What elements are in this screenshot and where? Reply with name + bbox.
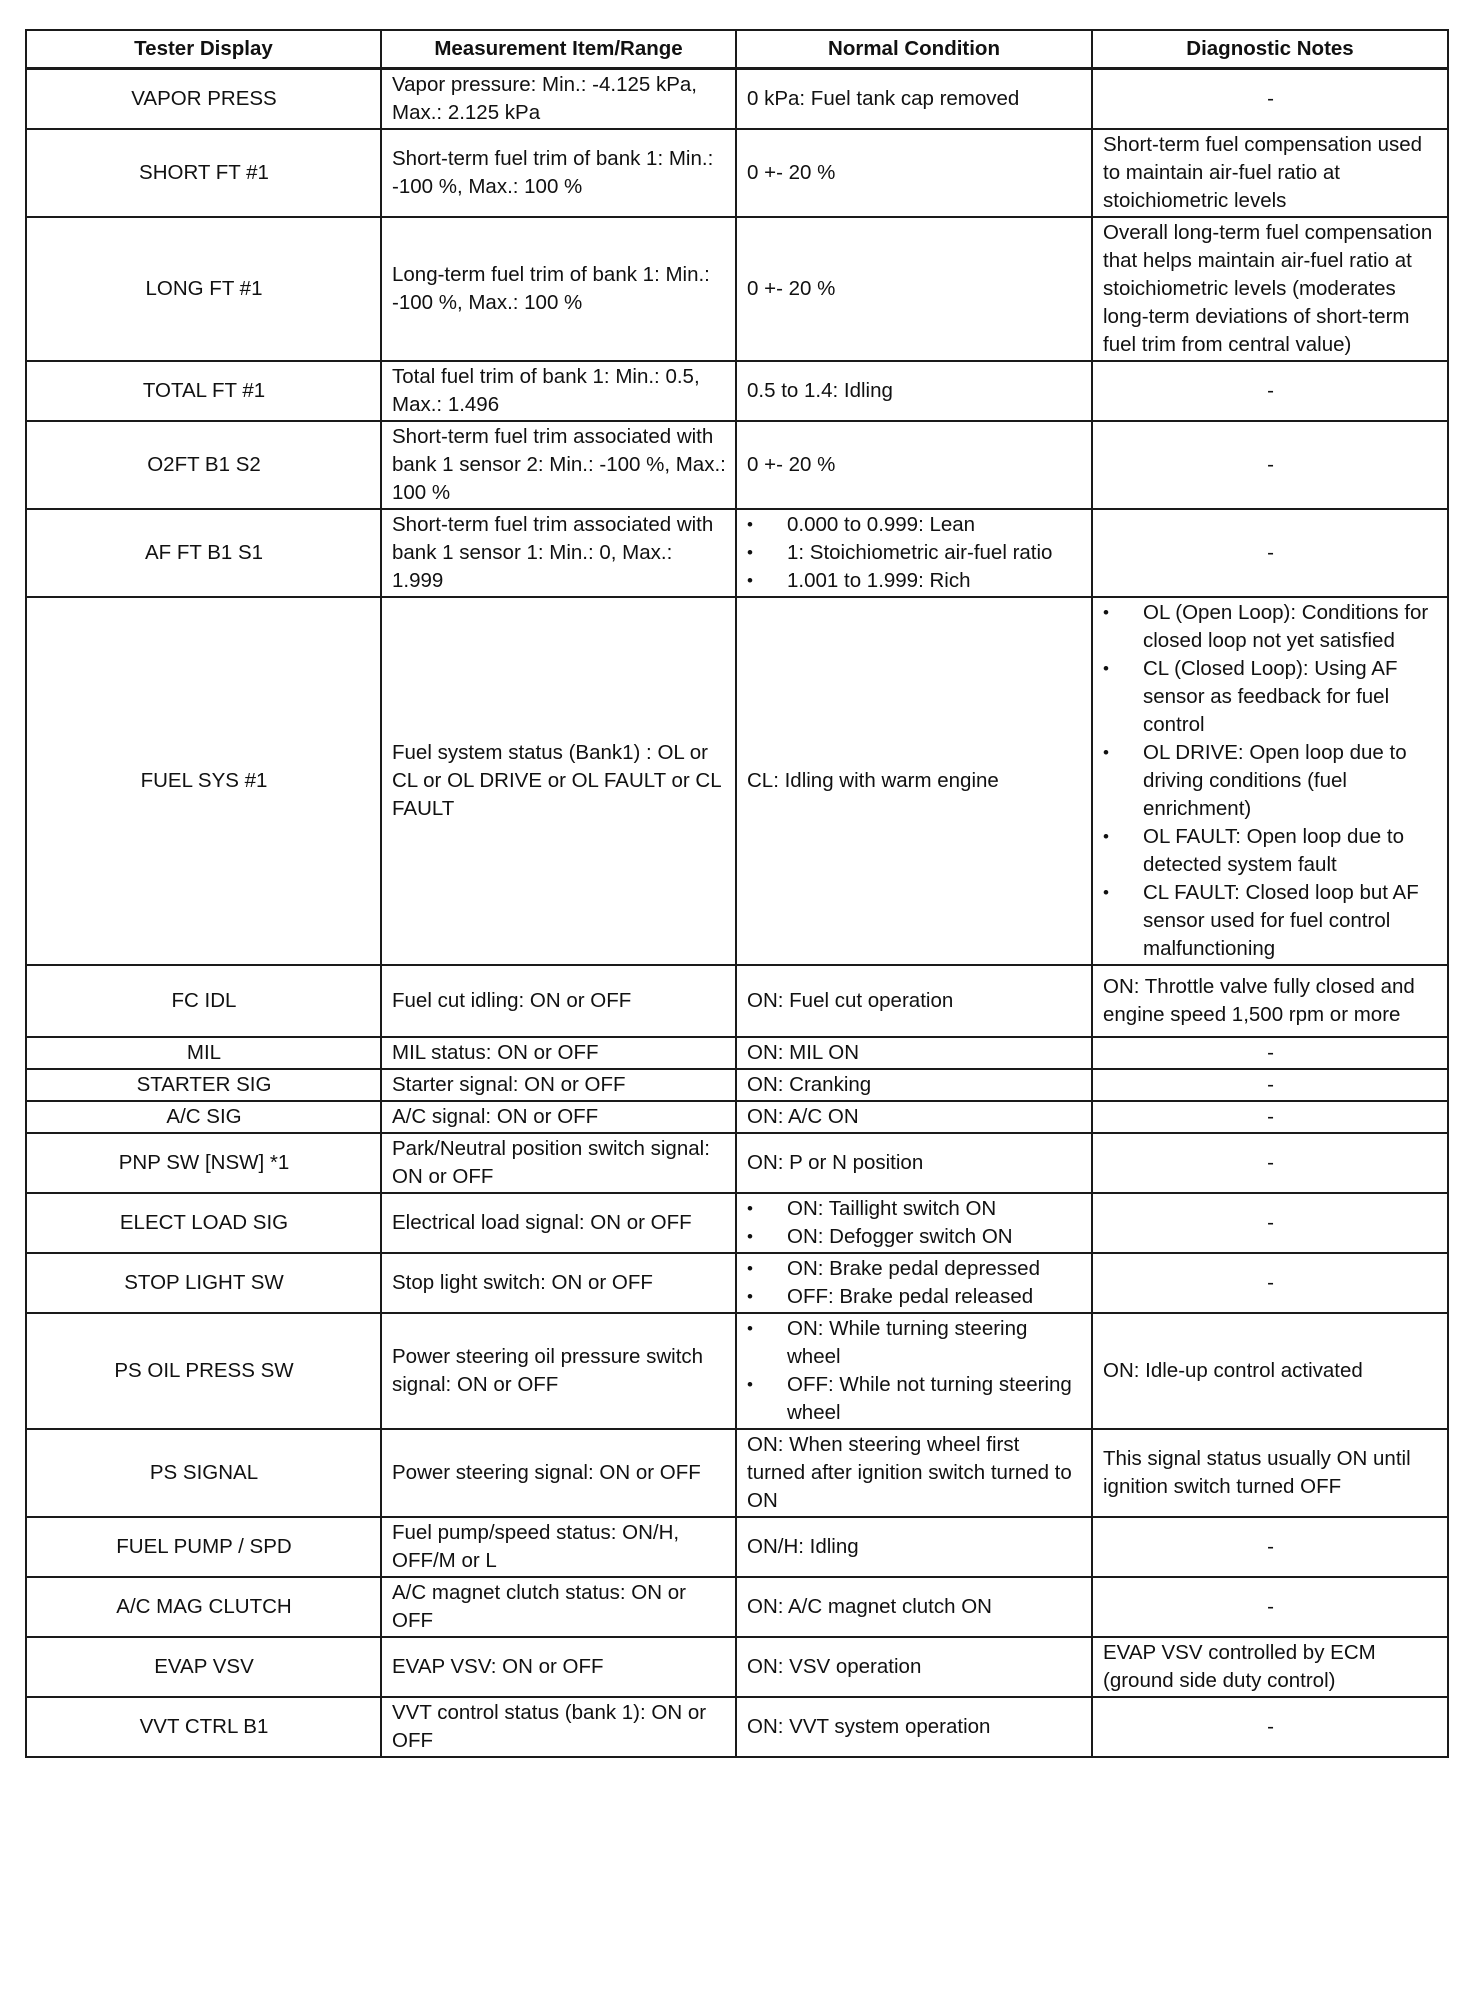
tester-display-cell: FC IDL	[26, 965, 381, 1037]
measurement-range-cell: A/C magnet clutch status: ON or OFF	[381, 1577, 736, 1637]
measurement-range-cell: Fuel pump/speed status: ON/H, OFF/M or L	[381, 1517, 736, 1577]
header-tester-display: Tester Display	[26, 30, 381, 69]
diagnostic-notes-cell: -	[1092, 1037, 1448, 1069]
diagnostic-notes-cell: -	[1092, 361, 1448, 421]
bullet-item: • OL (Open Loop): Conditions for closed loop not yet satisfied	[1103, 599, 1438, 655]
measurement-range-cell: Fuel cut idling: ON or OFF	[381, 965, 736, 1037]
table-row	[26, 1637, 1448, 1697]
normal-condition-cell-list	[747, 511, 1082, 595]
measurement-range-cell: Long-term fuel trim of bank 1: Min.: -100 %, Max.: 100 %	[381, 217, 736, 361]
table-row	[26, 965, 1448, 1037]
bullet-item: • ON: Taillight switch ON	[747, 1195, 1082, 1223]
diagnostic-notes-cell: -	[1092, 1101, 1448, 1133]
tester-display-cell: PS SIGNAL	[26, 1429, 381, 1517]
table-row	[26, 1253, 1448, 1313]
normal-condition-cell: 0 +- 20 %	[736, 421, 1092, 509]
tester-display-cell: EVAP VSV	[26, 1637, 381, 1697]
measurement-range-cell: Fuel system status (Bank1) : OL or CL or OL DRIVE or OL FAULT or CL FAULT	[381, 597, 736, 965]
normal-condition-cell: ON/H: Idling	[736, 1517, 1092, 1577]
diagnostic-notes-cell: EVAP VSV controlled by ECM (ground side duty control)	[1092, 1637, 1448, 1697]
table-body	[26, 69, 1448, 1758]
table-row	[26, 1037, 1448, 1069]
tester-display-cell: PS OIL PRESS SW	[26, 1313, 381, 1429]
table-header	[26, 30, 1448, 69]
tester-display-cell: MIL	[26, 1037, 381, 1069]
measurement-range-cell: Power steering oil pressure switch signal: ON or OFF	[381, 1313, 736, 1429]
tester-display-cell: FUEL PUMP / SPD	[26, 1517, 381, 1577]
bullet-item: • ON: While turning steering wheel	[747, 1315, 1082, 1371]
diagnostic-notes-cell: -	[1092, 1697, 1448, 1757]
normal-condition-cell	[736, 1313, 1092, 1429]
tester-display-cell: STOP LIGHT SW	[26, 1253, 381, 1313]
header-row	[26, 30, 1448, 69]
tester-display-cell: PNP SW [NSW] *1	[26, 1133, 381, 1193]
tester-display-cell: VVT CTRL B1	[26, 1697, 381, 1757]
table-row	[26, 1697, 1448, 1757]
table-row	[26, 1133, 1448, 1193]
diagnostic-notes-cell: -	[1092, 1193, 1448, 1253]
diagnostic-notes-cell: -	[1092, 1253, 1448, 1313]
table-row	[26, 69, 1448, 130]
tester-display-cell: ELECT LOAD SIG	[26, 1193, 381, 1253]
measurement-range-cell: A/C signal: ON or OFF	[381, 1101, 736, 1133]
normal-condition-cell	[736, 1253, 1092, 1313]
tester-display-cell: VAPOR PRESS	[26, 69, 381, 130]
table-row	[26, 1429, 1448, 1517]
bullet-item: • 0.000 to 0.999: Lean	[747, 511, 1082, 539]
diagnostic-notes-cell	[1092, 597, 1448, 965]
measurement-range-cell: Power steering signal: ON or OFF	[381, 1429, 736, 1517]
diagnostic-notes-cell-list	[1103, 599, 1438, 963]
tester-display-cell: SHORT FT #1	[26, 129, 381, 217]
normal-condition-cell-list	[747, 1255, 1082, 1311]
normal-condition-cell: 0.5 to 1.4: Idling	[736, 361, 1092, 421]
measurement-range-cell: Starter signal: ON or OFF	[381, 1069, 736, 1101]
diagnostic-notes-cell: -	[1092, 1133, 1448, 1193]
diagnostic-notes-cell: This signal status usually ON until ignition switch turned OFF	[1092, 1429, 1448, 1517]
diagnostic-notes-cell: Short-term fuel compensation used to maintain air-fuel ratio at stoichiometric levels	[1092, 129, 1448, 217]
header-normal-condition: Normal Condition	[736, 30, 1092, 69]
normal-condition-cell-list	[747, 1315, 1082, 1427]
normal-condition-cell: ON: Cranking	[736, 1069, 1092, 1101]
table-row	[26, 217, 1448, 361]
measurement-range-cell: Vapor pressure: Min.: -4.125 kPa, Max.: 2.125 kPa	[381, 69, 736, 130]
data-list-table	[25, 29, 1449, 1758]
measurement-range-cell: Park/Neutral position switch signal: ON or OFF	[381, 1133, 736, 1193]
table-row	[26, 1517, 1448, 1577]
measurement-range-cell: Stop light switch: ON or OFF	[381, 1253, 736, 1313]
bullet-item: • OFF: Brake pedal released	[747, 1283, 1082, 1311]
bullet-item: • OL DRIVE: Open loop due to driving conditions (fuel enrichment)	[1103, 739, 1438, 823]
table-row	[26, 361, 1448, 421]
normal-condition-cell: ON: MIL ON	[736, 1037, 1092, 1069]
bullet-item: • OFF: While not turning steering wheel	[747, 1371, 1082, 1427]
tester-display-cell: FUEL SYS #1	[26, 597, 381, 965]
measurement-range-cell: MIL status: ON or OFF	[381, 1037, 736, 1069]
bullet-item: • OL FAULT: Open loop due to detected system fault	[1103, 823, 1438, 879]
table-row	[26, 1069, 1448, 1101]
normal-condition-cell: CL: Idling with warm engine	[736, 597, 1092, 965]
normal-condition-cell: ON: Fuel cut operation	[736, 965, 1092, 1037]
tester-display-cell: TOTAL FT #1	[26, 361, 381, 421]
normal-condition-cell	[736, 509, 1092, 597]
table-row	[26, 1313, 1448, 1429]
table-row	[26, 129, 1448, 217]
diagnostic-notes-cell: ON: Idle-up control activated	[1092, 1313, 1448, 1429]
tester-display-cell: STARTER SIG	[26, 1069, 381, 1101]
table-row	[26, 1577, 1448, 1637]
bullet-item: • 1: Stoichiometric air-fuel ratio	[747, 539, 1082, 567]
header-diagnostic-notes: Diagnostic Notes	[1092, 30, 1448, 69]
bullet-item: • ON: Defogger switch ON	[747, 1223, 1082, 1251]
normal-condition-cell: 0 +- 20 %	[736, 217, 1092, 361]
measurement-range-cell: VVT control status (bank 1): ON or OFF	[381, 1697, 736, 1757]
diagnostic-notes-cell: Overall long-term fuel compensation that helps maintain air-fuel ratio at stoichiometric levels (moderates long-term deviations of short-term fuel trim from central value)	[1092, 217, 1448, 361]
normal-condition-cell: 0 +- 20 %	[736, 129, 1092, 217]
normal-condition-cell: ON: VSV operation	[736, 1637, 1092, 1697]
measurement-range-cell: Short-term fuel trim associated with bank 1 sensor 2: Min.: -100 %, Max.: 100 %	[381, 421, 736, 509]
table-row	[26, 509, 1448, 597]
bullet-item: • ON: Brake pedal depressed	[747, 1255, 1082, 1283]
normal-condition-cell-list	[747, 1195, 1082, 1251]
normal-condition-cell: ON: VVT system operation	[736, 1697, 1092, 1757]
table-row	[26, 1193, 1448, 1253]
normal-condition-cell	[736, 1193, 1092, 1253]
tester-display-cell: AF FT B1 S1	[26, 509, 381, 597]
diagnostic-notes-cell: ON: Throttle valve fully closed and engine speed 1,500 rpm or more	[1092, 965, 1448, 1037]
table-row	[26, 1101, 1448, 1133]
tester-display-cell: A/C MAG CLUTCH	[26, 1577, 381, 1637]
diagnostic-notes-cell: -	[1092, 69, 1448, 130]
normal-condition-cell: ON: P or N position	[736, 1133, 1092, 1193]
diagnostic-notes-cell: -	[1092, 1577, 1448, 1637]
diagnostic-notes-cell: -	[1092, 509, 1448, 597]
header-measurement-item: Measurement Item/Range	[381, 30, 736, 69]
normal-condition-cell: 0 kPa: Fuel tank cap removed	[736, 69, 1092, 130]
bullet-item: • CL FAULT: Closed loop but AF sensor used for fuel control malfunctioning	[1103, 879, 1438, 963]
normal-condition-cell: ON: When steering wheel first turned after ignition switch turned to ON	[736, 1429, 1092, 1517]
normal-condition-cell: ON: A/C magnet clutch ON	[736, 1577, 1092, 1637]
tester-display-cell: A/C SIG	[26, 1101, 381, 1133]
normal-condition-cell: ON: A/C ON	[736, 1101, 1092, 1133]
diagnostic-notes-cell: -	[1092, 421, 1448, 509]
table-row	[26, 597, 1448, 965]
bullet-item: • 1.001 to 1.999: Rich	[747, 567, 1082, 595]
table-row	[26, 421, 1448, 509]
measurement-range-cell: EVAP VSV: ON or OFF	[381, 1637, 736, 1697]
tester-display-cell: O2FT B1 S2	[26, 421, 381, 509]
measurement-range-cell: Short-term fuel trim of bank 1: Min.: -100 %, Max.: 100 %	[381, 129, 736, 217]
measurement-range-cell: Electrical load signal: ON or OFF	[381, 1193, 736, 1253]
tester-display-cell: LONG FT #1	[26, 217, 381, 361]
bullet-item: • CL (Closed Loop): Using AF sensor as feedback for fuel control	[1103, 655, 1438, 739]
diagnostic-notes-cell: -	[1092, 1517, 1448, 1577]
diagnostic-notes-cell: -	[1092, 1069, 1448, 1101]
measurement-range-cell: Total fuel trim of bank 1: Min.: 0.5, Max.: 1.496	[381, 361, 736, 421]
measurement-range-cell: Short-term fuel trim associated with bank 1 sensor 1: Min.: 0, Max.: 1.999	[381, 509, 736, 597]
